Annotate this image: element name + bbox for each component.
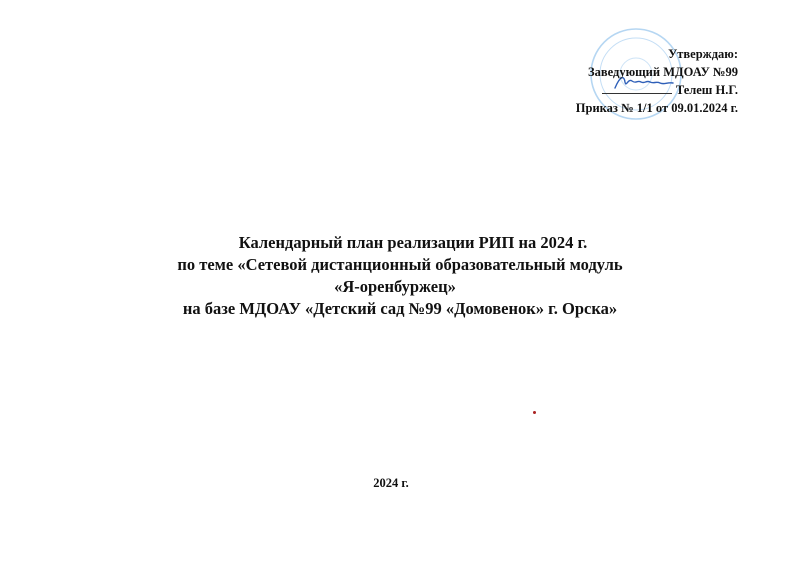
approval-position: Заведующий МДОАУ №99 — [588, 65, 738, 79]
approval-block — [576, 45, 738, 117]
title-line-2: по теме «Сетевой дистанционный образовательный модуль — [177, 255, 623, 274]
approval-signer: Телеш Н.Г. — [675, 83, 738, 97]
approval-order: Приказ № 1/1 от 09.01.2024 г. — [575, 101, 738, 115]
document-title — [0, 232, 800, 320]
document-year: 2024 г. — [373, 476, 409, 490]
signature-line — [602, 81, 672, 94]
stray-ink-dot — [533, 411, 536, 414]
approval-heading: Утверждаю: — [668, 47, 738, 61]
title-line-4: на базе МДОАУ «Детский сад №99 «Домовенок» г. Орска» — [182, 299, 618, 318]
title-line-1: Календарный план реализации РИП на 2024 г. — [238, 233, 588, 252]
approval-signer-line — [576, 81, 738, 99]
title-line-3: «Я-оренбуржец» — [334, 277, 456, 296]
